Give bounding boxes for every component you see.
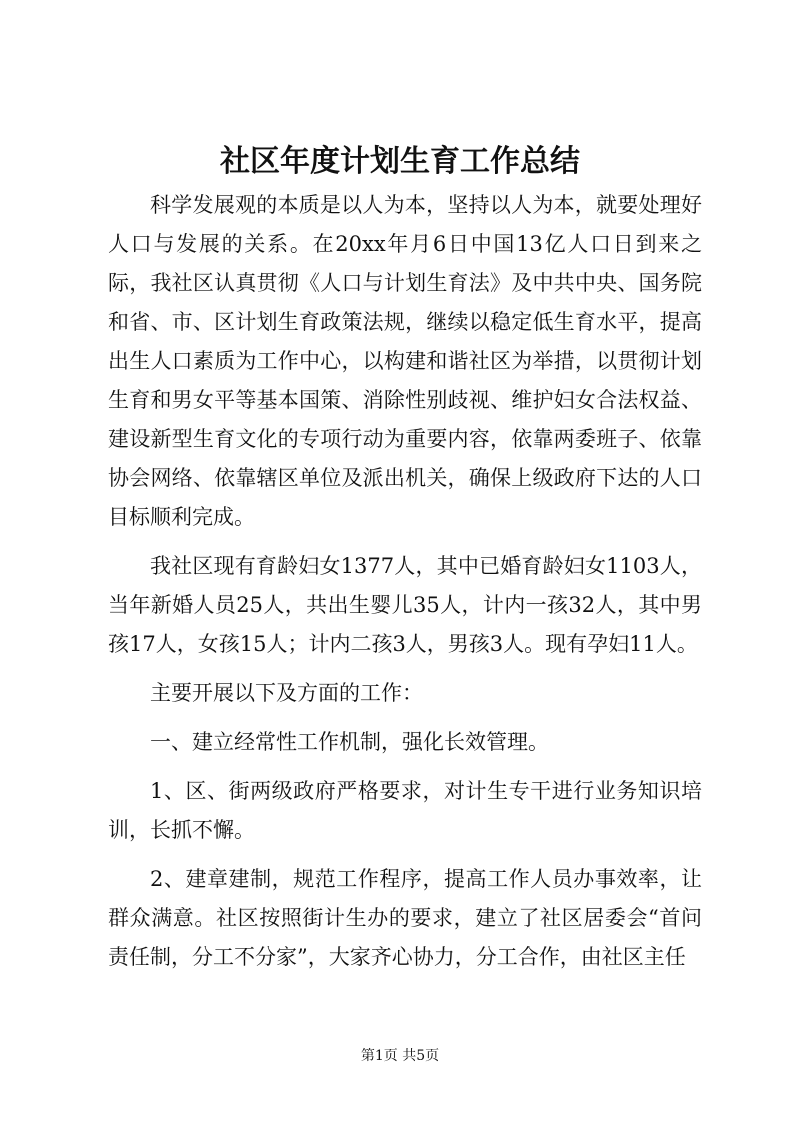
paragraph-item-2: 2、建章建制，规范工作程序，提高工作人员办事效率，让群众满意。社区按照街计生办的要求，建立了社区居委会“首问责任制，分工不分家”，大家齐心协力，分工合作，由社区主任: [108, 867, 702, 969]
document-body: [108, 186, 702, 987]
page-footer: 第1页 共5页: [360, 1048, 440, 1064]
paragraph-main-work: 主要开展以下及方面的工作：: [150, 681, 423, 705]
document-title: 社区年度计划生育工作总结: [220, 144, 580, 179]
paragraph-item-1: 1、区、街两级政府严格要求，对计生专干进行业务知识培训，长抓不懈。: [108, 779, 702, 842]
section-heading-1: 一、建立经常性工作机制，强化长效管理。: [150, 730, 549, 754]
paragraph-intro: 科学发展观的本质是以人为本，坚持以人为本，就要处理好人口与发展的关系。在20xx年月6日中国13亿人口日到来之际，我社区认真贯彻《人口与计划生育法》及中共中央、国务院和省、市、区计划生育政策法规，继续以稳定低生育水平，提高出生人口素质为工作中心，以构建和谐社区为举措，以贯彻计划生育和男女平等基本国策、消除性别歧视、维护妇女合法权益、建设新型生育文化的专项行动为重要内容，依靠两委班子、依靠协会网络、依靠辖区单位及派出机关，确保上级政府下达的人口目标顺利完成。: [108, 193, 702, 529]
paragraph-statistics: 我社区现有育龄妇女1377人，其中已婚育龄妇女1103人，当年新婚人员25人，共出生婴儿35人，计内一孩32人，其中男孩17人，女孩15人；计内二孩3人，男孩3人。现有孕妇11人。: [108, 554, 702, 656]
